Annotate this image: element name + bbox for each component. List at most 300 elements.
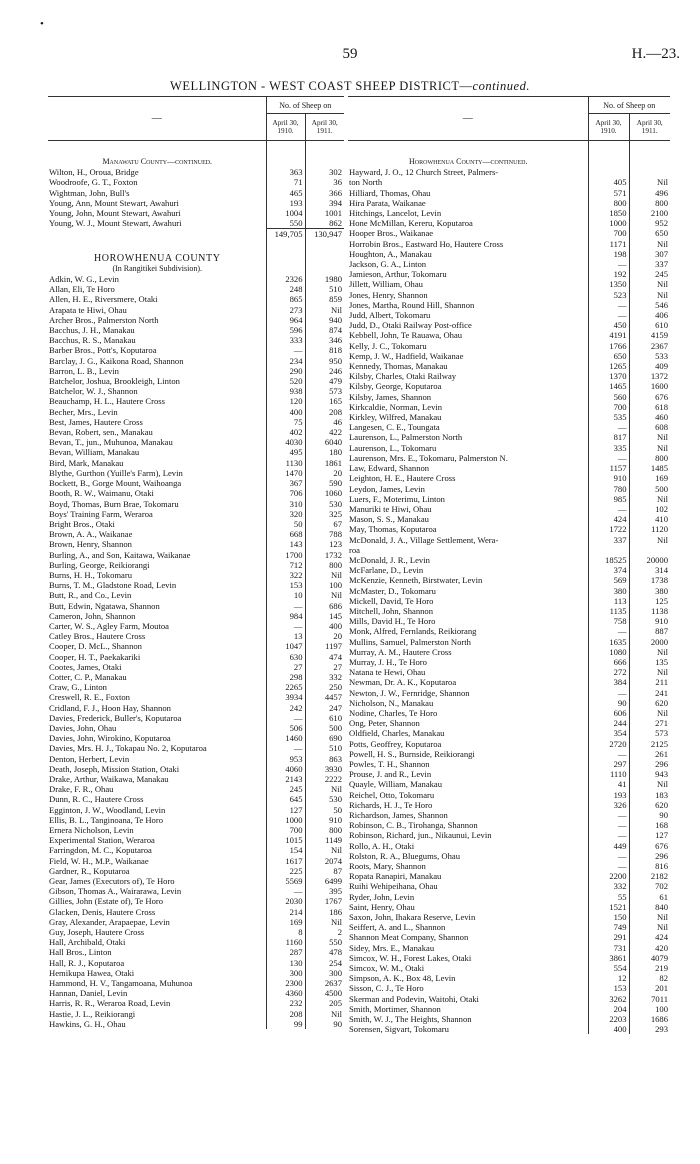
owner-name: Hone McMillan, Kereru, Koputaroa: [349, 218, 473, 229]
owner-name: Kirkley, Wilfred, Manakau: [349, 412, 442, 423]
sheep-1911: 950: [305, 356, 344, 366]
table-row: [48, 907, 344, 917]
sheep-1911: 620: [629, 800, 670, 810]
table-row: [48, 805, 344, 815]
table-row: [48, 386, 344, 396]
sheep-1911: 296: [629, 851, 670, 861]
owner-name: Saxon, John, Ihakara Reserve, Levin: [349, 912, 476, 923]
table-row: [48, 550, 344, 560]
sheep-1910: 169: [266, 917, 305, 927]
owner-name: Mason, S. S., Manakau: [349, 514, 429, 525]
sheep-1910: —: [588, 504, 629, 514]
sheep-1910: 523: [588, 290, 629, 300]
sheep-1911: 800: [629, 453, 670, 463]
owner-name: Butt, R., and Co., Levin: [49, 590, 132, 601]
owner-name: Blythe, Gurthon (Yuille's Farm), Levin: [49, 467, 183, 478]
owner-name: Jillett, William, Ohau: [349, 279, 423, 290]
sheep-1911: 246: [305, 366, 344, 376]
owner-name: Wightman, John, Bull's: [49, 187, 130, 198]
table-row: [48, 208, 344, 218]
sheep-1911: Nil: [629, 779, 670, 789]
owner-name: Powles, T. H., Shannon: [349, 758, 430, 769]
sheep-1911: 400: [305, 621, 344, 631]
sheep-1911: 460: [629, 412, 670, 422]
sheep-1910: 232: [266, 998, 305, 1008]
sheep-1911: 1980: [305, 274, 344, 284]
year-1910-header: April 30, 1910.: [588, 114, 629, 141]
table-row: [348, 830, 670, 840]
sheep-1910: 1015: [266, 835, 305, 845]
owner-name: Glacken, Denis, Hautere Cross: [49, 906, 156, 917]
sheep-1911: 410: [629, 514, 670, 524]
owner-name: Guy, Joseph, Hautere Cross: [49, 927, 145, 938]
sheep-1911: 816: [629, 861, 670, 871]
page-number: 59: [342, 46, 358, 62]
left-sheep-table: [48, 96, 344, 1029]
owner-name: Smith, W. J., The Heights, Shannon: [349, 1014, 472, 1025]
sheep-1911: Nil: [629, 279, 670, 289]
owner-name: Bevan, T., jun., Muhunoa, Manakau: [49, 437, 173, 448]
sheep-1910: 1617: [266, 856, 305, 866]
sheep-1910: —: [266, 621, 305, 631]
owner-name: Murray, J. H., Te Horo: [349, 656, 427, 667]
owner-name: Mitchell, John, Shannon: [349, 605, 434, 616]
sheep-1911: Nil: [629, 239, 670, 249]
owner-name: Ernera Nicholson, Levin: [49, 825, 134, 835]
owner-name: McMaster, D., Tokomaru: [349, 585, 436, 596]
owner-name: Hitchings, Lancelot, Levin: [349, 208, 442, 219]
sheep-1910: 1130: [266, 458, 305, 468]
sheep-1910: 198: [588, 249, 629, 259]
report-code: H.—23.: [631, 46, 680, 62]
table-row: [48, 713, 344, 723]
sheep-1911: 90: [629, 810, 670, 820]
sheep-1910: 449: [588, 841, 629, 851]
sheep-1910: 817: [588, 432, 629, 442]
sheep-1910: 273: [266, 305, 305, 315]
sheep-1910: 41: [588, 779, 629, 789]
sheep-1910: 550: [266, 218, 305, 229]
sheep-1911: 818: [305, 345, 344, 355]
sheep-1911: 247: [305, 703, 344, 713]
sheep-1911: 650: [629, 228, 670, 238]
sheep-1911: 61: [629, 892, 670, 902]
sheep-1911: 788: [305, 529, 344, 539]
table-row: [348, 443, 670, 453]
year-1911-header: April 30, 1911.: [629, 114, 670, 141]
owner-name: Gardner, R., Koputaroa: [49, 865, 130, 876]
sheep-1910: 465: [266, 188, 305, 198]
owner-name: Best, James, Hautere Cross: [49, 416, 143, 427]
sheep-1910: —: [588, 422, 629, 432]
sheep-1911: 2: [305, 927, 344, 937]
year-1911-header: April 30, 1911.: [305, 114, 344, 141]
table-row: [348, 657, 670, 667]
sheep-1910: 2265: [266, 682, 305, 692]
sheep-1911: 366: [305, 188, 344, 198]
county-heading: HOROWHENUA COUNTY: [93, 253, 221, 264]
sheep-1911: 422: [305, 427, 344, 437]
sheep-1911: 862: [305, 218, 344, 229]
owner-name: Davies, Frederick, Buller's, Koputaroa: [49, 712, 182, 723]
owner-name: Woodroofe, G. T., Foxton: [49, 177, 138, 188]
owner-name: Kemp, J. W., Hadfield, Waikanae: [349, 350, 464, 361]
sheep-1911: 2100: [629, 208, 670, 218]
table-row: [48, 743, 344, 753]
sheep-1911: 201: [629, 983, 670, 993]
owner-name: Kebbell, John, Te Rauawa, Ohau: [349, 330, 463, 341]
table-row: [48, 866, 344, 876]
sheep-1910: 520: [266, 376, 305, 386]
sheep-1910: 374: [588, 565, 629, 575]
owner-name: Roots, Mary, Shannon: [349, 861, 426, 872]
sheep-1911: 1372: [629, 371, 670, 381]
sheep-1911: 46: [305, 417, 344, 427]
sheep-1910: —: [588, 310, 629, 320]
table-row: [348, 616, 670, 626]
sheep-1910: 800: [588, 198, 629, 208]
sheep-1910: 1004: [266, 208, 305, 218]
sheep-1911: 3930: [305, 764, 344, 774]
table-row: [348, 769, 670, 779]
table-row: [48, 682, 344, 692]
table-row: [48, 468, 344, 478]
table-row: [48, 478, 344, 488]
owner-name: May, Thomas, Koputaroa: [349, 524, 437, 535]
sheep-1910: 749: [588, 922, 629, 932]
table-row: [48, 958, 344, 968]
table-row: [348, 790, 670, 800]
sheep-1911: 4079: [629, 953, 670, 963]
sheep-1910: 758: [588, 616, 629, 626]
owner-name: Kilsby, Charles, Otaki Railway: [349, 371, 457, 382]
owner-name: Davies, John, Ohau: [49, 722, 117, 733]
owner-name: Kelly, J. C., Tokomaru: [349, 340, 427, 351]
sheep-1911: 50: [305, 805, 344, 815]
table-row: [48, 662, 344, 672]
owner-name: Monk, Alfred, Fernlands, Reikiorang: [349, 626, 477, 637]
sheep-1911: 1060: [305, 488, 344, 498]
owner-name: Cotter, C. P., Manakau: [49, 671, 127, 682]
owner-name: Catley Bros., Hautere Cross: [49, 631, 146, 642]
table-row: [348, 728, 670, 738]
table-row: [48, 499, 344, 509]
sheep-1910: 1370: [588, 371, 629, 381]
table-row: [48, 733, 344, 743]
owner-name: Robinson, C. B., Tirohanga, Shannon: [349, 820, 478, 831]
sheep-1911: 1732: [305, 550, 344, 560]
sheep-1911: 863: [305, 754, 344, 764]
owner-name: Farringdon, M. C., Koputaroa: [49, 845, 152, 856]
sheep-1911: 250: [305, 682, 344, 692]
sheep-1910: 865: [266, 294, 305, 304]
table-row: [48, 784, 344, 794]
sheep-1910: —: [588, 820, 629, 830]
owner-name: Denton, Herbert, Levin: [49, 753, 130, 764]
table-row: [348, 473, 670, 483]
sheep-1911: 608: [629, 422, 670, 432]
sheep-1910: 127: [266, 805, 305, 815]
sheep-1911: Nil: [305, 784, 344, 794]
owner-name: Rollo, A. H., Otaki: [349, 840, 415, 851]
sheep-1910: 650: [588, 351, 629, 361]
sheep-1911: 2074: [305, 856, 344, 866]
table-row: [48, 198, 344, 208]
sheep-1911: 380: [629, 586, 670, 596]
sheep-1911: 1767: [305, 896, 344, 906]
owner-name: Gillies, John (Estate of), Te Horo: [49, 896, 164, 907]
sheep-1911: 702: [629, 881, 670, 891]
sheep-1910: 450: [588, 320, 629, 330]
sheep-1910: 90: [588, 698, 629, 708]
sheep-1911: 479: [305, 376, 344, 386]
table-row: [348, 1004, 670, 1014]
owner-name: Leighton, H. E., Hautere Cross: [349, 473, 456, 484]
sheep-1910: —: [266, 886, 305, 896]
table-row: [348, 820, 670, 830]
sheep-1910: 985: [588, 494, 629, 504]
sheep-1911: 145: [305, 611, 344, 621]
table-row: [348, 851, 670, 861]
sheep-1911: 332: [305, 672, 344, 682]
sheep-1911: 168: [629, 820, 670, 830]
sheep-1910: 1000: [266, 815, 305, 825]
sheep-1911: 1197: [305, 641, 344, 651]
table-row: [348, 208, 670, 218]
owner-name: Burling, A., and Son, Kaitawa, Waikanae: [49, 549, 191, 560]
owner-name: Hayward, J. O., 12 Church Street, Palmers-: [349, 167, 499, 178]
sheep-1911: 1686: [629, 1014, 670, 1024]
sheep-1911: 7011: [629, 994, 670, 1004]
table-row: [348, 218, 670, 228]
owner-name: Ruihi Wehipeihana, Ohau: [349, 881, 438, 892]
table-row: [348, 290, 670, 300]
sheep-1910: —: [588, 626, 629, 636]
table-row: [48, 488, 344, 498]
sheep-1910: 1160: [266, 937, 305, 947]
table-row: [348, 351, 670, 361]
sheep-1911: 346: [305, 335, 344, 345]
sheep-1910: 596: [266, 325, 305, 335]
owner-name: Hall, R. J., Koputaroa: [49, 957, 125, 968]
table-row: [348, 718, 670, 728]
page-title-continued: continued.: [472, 79, 530, 93]
sheep-1910: 668: [266, 529, 305, 539]
table-row: [48, 754, 344, 764]
left-manawatu-rows: [48, 141, 344, 229]
sheep-1910: —: [266, 743, 305, 753]
sheep-1911: Nil: [629, 667, 670, 677]
table-row: [48, 305, 344, 315]
owner-name: Butt, Edwin, Ngatawa, Shannon: [49, 600, 160, 611]
sheep-1910: 18525: [588, 555, 629, 565]
sheep-1911: 100: [629, 1004, 670, 1014]
sheep-1910: 208: [266, 1009, 305, 1019]
sheep-1911: 100: [305, 580, 344, 590]
table-row: [48, 447, 344, 457]
owner-name: Bright Bros., Otaki: [49, 518, 115, 529]
sheep-1911: 1149: [305, 835, 344, 845]
owner-name: Harris, R. R., Weraroa Road, Levin: [49, 998, 171, 1009]
sheep-1911: 6040: [305, 437, 344, 447]
sheep-1910: 27: [266, 662, 305, 672]
table-row: [48, 703, 344, 713]
table-row: [48, 294, 344, 304]
owner-name: Boys' Training Farm, Weraroa: [49, 508, 153, 519]
table-row: [48, 631, 344, 641]
sheep-1910: 320: [266, 509, 305, 519]
owner-name: Leydon, James, Levin: [349, 483, 425, 494]
owner-name: Bevan, Robert, sen., Manakau: [49, 427, 153, 438]
sheep-1911: Nil: [629, 177, 670, 187]
table-row: [48, 539, 344, 549]
owner-name: Horrobin Bros., Eastward Ho, Hautere Cross: [349, 238, 504, 249]
section-title: Horowhenua County—continued.: [409, 157, 528, 166]
table-row: [348, 422, 670, 432]
sheep-1910: 71: [266, 177, 305, 187]
owner-name: Laurenson, L., Palmerston North: [349, 432, 463, 443]
sheep-1910: 10: [266, 590, 305, 600]
sheep-1911: 690: [305, 733, 344, 743]
sheep-1911: 686: [305, 601, 344, 611]
sheep-1911: 102: [629, 504, 670, 514]
table-row: [348, 453, 670, 463]
table-row: [348, 626, 670, 636]
sheep-1910: —: [588, 851, 629, 861]
owner-name: Kilsby, George, Koputaroa: [349, 381, 442, 392]
sheep-1910: —: [588, 300, 629, 310]
sheep-1911: 800: [305, 825, 344, 835]
table-row: [348, 279, 670, 289]
owner-name: Kirkcaldie, Norman, Levin: [349, 401, 443, 412]
sheep-1911: 420: [629, 943, 670, 953]
owner-name: Saint, Henry, Ohau: [349, 901, 415, 912]
sheep-1910: 326: [588, 800, 629, 810]
sheep-1910: 712: [266, 560, 305, 570]
sheep-1910: 297: [588, 759, 629, 769]
owner-name: Hawkins, G. H., Ohau: [49, 1018, 126, 1029]
table-row: [348, 320, 670, 330]
table-row: [348, 749, 670, 759]
sheep-1910: 630: [266, 652, 305, 662]
table-row: [348, 861, 670, 871]
right-column: [348, 96, 670, 1034]
sheep-1911: 943: [629, 769, 670, 779]
sheep-1911: 550: [305, 937, 344, 947]
table-row: [348, 575, 670, 585]
sheep-1911: 1861: [305, 458, 344, 468]
sheep-1910: 335: [588, 443, 629, 453]
sheep-1910: 3262: [588, 994, 629, 1004]
owner-name: Brown, A. A., Waikanae: [49, 529, 133, 540]
sheep-1911: 474: [305, 652, 344, 662]
table-row: [348, 463, 670, 473]
sheep-1911: 36: [305, 177, 344, 187]
sheep-1911: Nil: [629, 494, 670, 504]
table-row: [348, 177, 670, 187]
table-row: [348, 637, 670, 647]
owner-name: Newton, J. W., Fernridge, Shannon: [349, 687, 470, 698]
owner-name: Brown, Henry, Shannon: [49, 539, 132, 550]
sheep-1910: 354: [588, 728, 629, 738]
owner-name: Langesen, C. E., Toungata: [349, 422, 440, 433]
table-row: [348, 688, 670, 698]
owner-name: Law, Edward, Shannon: [349, 463, 430, 474]
sheep-1911: 4457: [305, 692, 344, 702]
table-row: [48, 315, 344, 325]
sheep-1911: 6499: [305, 876, 344, 886]
sheep-1910: 402: [266, 427, 305, 437]
owner-name: Murray, A. M., Hautere Cross: [349, 646, 452, 657]
sheep-1910: 569: [588, 575, 629, 585]
table-row: [48, 927, 344, 937]
sheep-1910: 2200: [588, 871, 629, 881]
owner-name: Becher, Mrs., Levin: [49, 406, 118, 417]
owner-name: Jamieson, Arthur, Tokomaru: [349, 269, 447, 280]
sheep-1910: —: [588, 688, 629, 698]
sheep-1911: 500: [305, 723, 344, 733]
table-row: [48, 167, 344, 177]
owner-name: Simcox, W. M., Otaki: [349, 963, 425, 974]
table-row: [348, 810, 670, 820]
sheep-1910: 310: [266, 499, 305, 509]
owner-name: Robinson, Richard, jun., Nikaunui, Levin: [349, 830, 492, 841]
owner-name: Simcox, W. H., Forest Lakes, Otaki: [349, 952, 472, 963]
sheep-1910: 1350: [588, 279, 629, 289]
sheep-1911: 241: [629, 688, 670, 698]
sheep-1911: 165: [305, 396, 344, 406]
sheep-1910: 2143: [266, 774, 305, 784]
sheep-1911: 590: [305, 478, 344, 488]
owner-name: Mullins, Samuel, Palmerston North: [349, 636, 471, 647]
sheep-1911: 211: [629, 677, 670, 687]
table-row: [348, 524, 670, 534]
owner-name: Houghton, A., Manakau: [349, 248, 432, 259]
table-row: [48, 937, 344, 947]
sheep-1910: 300: [266, 968, 305, 978]
sheep-1910: 193: [588, 790, 629, 800]
owner-name: Kennedy, Thomas, Manakau: [349, 361, 448, 372]
table-row: [48, 896, 344, 906]
sheep-1910: 99: [266, 1019, 305, 1029]
sheep-1911: 2182: [629, 871, 670, 881]
sheep-1910: 333: [266, 335, 305, 345]
sheep-1910: 495: [266, 447, 305, 457]
sheep-1911: [629, 545, 670, 555]
sheep-1911: 676: [629, 841, 670, 851]
sheep-1911: Nil: [629, 708, 670, 718]
sheep-1910: 2203: [588, 1014, 629, 1024]
sheep-1910: 193: [266, 198, 305, 208]
sheep-1911: 1600: [629, 381, 670, 391]
sheep-1910: 234: [266, 356, 305, 366]
table-row: [48, 876, 344, 886]
owner-name: Young, Ann, Mount Stewart, Awahuri: [49, 197, 179, 208]
owner-name: Hannan, Daniel, Levin: [49, 988, 128, 999]
table-row: [48, 601, 344, 611]
table-row: [348, 535, 670, 545]
sheep-1911: Nil: [629, 922, 670, 932]
sheep-1911: 169: [629, 473, 670, 483]
sheep-1910: 1080: [588, 647, 629, 657]
sheep-1910: 666: [588, 657, 629, 667]
sheep-1910: [588, 545, 629, 555]
sheep-1911: Nil: [629, 443, 670, 453]
table-row: [348, 973, 670, 983]
owner-name: Shannon Meat Company, Shannon: [349, 932, 469, 943]
sheep-1910: 272: [588, 667, 629, 677]
sheep-1911: Nil: [305, 590, 344, 600]
